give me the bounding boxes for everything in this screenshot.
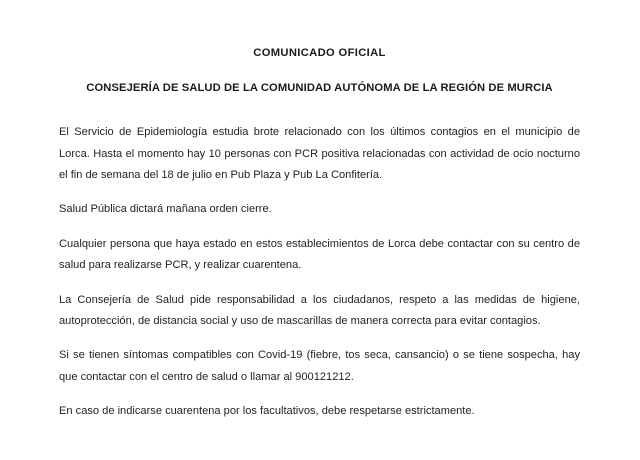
document-body bbox=[59, 122, 580, 422]
paragraph: Cualquier persona que haya estado en estos establecimientos de Lorca debe contactar con su centro de salud para realizarse PCR, y realizar cuarentena. bbox=[59, 237, 580, 272]
paragraph: El Servicio de Epidemiología estudia brote relacionado con los últimos contagios en el municipio de Lorca. Hasta el momento hay 10 personas con PCR positiva relacionadas con actividad de ocio nocturno el fin de semana del 18 de julio en Pub Plaza y Pub La Confitería. bbox=[59, 126, 580, 181]
paragraph: La Consejería de Salud pide responsabilidad a los ciudadanos, respeto a las medidas de higiene, autoprotección, de distancia social y uso de mascarillas de manera correcta para evitar contagios. bbox=[59, 293, 580, 327]
document-subtitle: CONSEJERÍA DE SALUD DE LA COMUNIDAD AUTÓNOMA DE LA REGIÓN DE MURCIA bbox=[86, 81, 553, 94]
page-title: COMUNICADO OFICIAL bbox=[253, 47, 386, 59]
document-header bbox=[59, 46, 580, 95]
paragraph: Salud Pública dictará mañana orden cierre. bbox=[59, 203, 272, 216]
paragraph: Si se tienen síntomas compatibles con Covid-19 (fiebre, tos seca, cansancio) o se tiene sospecha, hay que contactar con el centro de salud o llamar al 900121212. bbox=[59, 349, 580, 383]
paragraph: En caso de indicarse cuarentena por los facultativos, debe respetarse estrictamente. bbox=[59, 405, 475, 418]
